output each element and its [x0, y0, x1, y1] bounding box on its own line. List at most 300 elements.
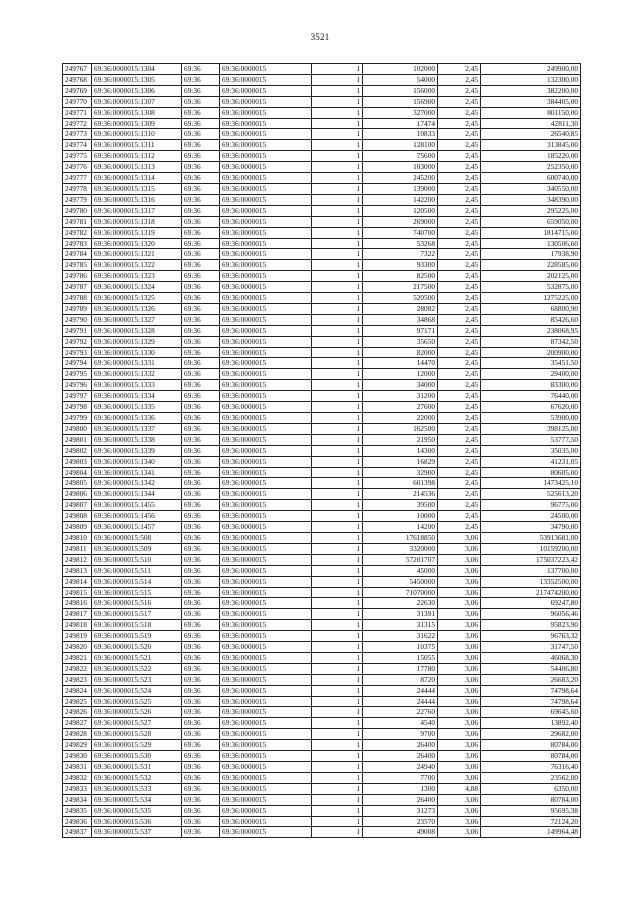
cadastral-number-cell: 69:36:0000015:1331 [92, 358, 182, 369]
district-code-cell: 69:36 [182, 456, 220, 467]
table-row [63, 314, 581, 325]
quarter-number-cell: 69:36:0000015 [220, 532, 312, 543]
rate-cell: 2,45 [438, 216, 481, 227]
cadastral-number-cell: 69:36:0000015:528 [92, 729, 182, 740]
quarter-number-cell: 69:36:0000015 [220, 325, 312, 336]
rate-cell: 2,45 [438, 151, 481, 162]
table-row [63, 740, 581, 751]
quarter-number-cell: 69:36:0000015 [220, 205, 312, 216]
count-cell: 1 [312, 260, 363, 271]
area-cell: 17618850 [363, 532, 438, 543]
district-code-cell: 69:36 [182, 772, 220, 783]
value-cell: 26540,85 [481, 129, 581, 140]
area-cell: 22000 [363, 413, 438, 424]
table-row [63, 718, 581, 729]
value-cell: 348390,00 [481, 194, 581, 205]
rate-cell: 2,45 [438, 336, 481, 347]
table-row [63, 183, 581, 194]
table-row [63, 598, 581, 609]
area-cell: 14300 [363, 445, 438, 456]
quarter-number-cell: 69:36:0000015 [220, 543, 312, 554]
value-cell: 95823,90 [481, 620, 581, 631]
area-cell: 103000 [363, 162, 438, 173]
rate-cell: 2,45 [438, 456, 481, 467]
cadastral-number-cell: 69:36:0000015:536 [92, 816, 182, 827]
area-cell: 82500 [363, 271, 438, 282]
count-cell: 1 [312, 456, 363, 467]
rate-cell: 3,06 [438, 652, 481, 663]
count-cell: 1 [312, 303, 363, 314]
value-cell: 41231,05 [481, 456, 581, 467]
count-cell: 1 [312, 183, 363, 194]
quarter-number-cell: 69:36:0000015 [220, 173, 312, 184]
area-cell: 35650 [363, 336, 438, 347]
row-id-cell: 249796 [63, 380, 92, 391]
area-cell: 14470 [363, 358, 438, 369]
table-row [63, 532, 581, 543]
quarter-number-cell: 69:36:0000015 [220, 576, 312, 587]
cadastral-number-cell: 69:36:0000015:1317 [92, 205, 182, 216]
row-id-cell: 249831 [63, 762, 92, 773]
area-cell: 128100 [363, 140, 438, 151]
value-cell: 67620,00 [481, 402, 581, 413]
quarter-number-cell: 69:36:0000015 [220, 151, 312, 162]
count-cell: 1 [312, 631, 363, 642]
quarter-number-cell: 69:36:0000015 [220, 74, 312, 85]
quarter-number-cell: 69:36:0000015 [220, 107, 312, 118]
rate-cell: 2,45 [438, 85, 481, 96]
cadastral-number-cell: 69:36:0000015:510 [92, 554, 182, 565]
value-cell: 76316,40 [481, 762, 581, 773]
district-code-cell: 69:36 [182, 325, 220, 336]
value-cell: 13352500,00 [481, 576, 581, 587]
value-cell: 54406,80 [481, 663, 581, 674]
quarter-number-cell: 69:36:0000015 [220, 140, 312, 151]
table-row [63, 685, 581, 696]
district-code-cell: 69:36 [182, 64, 220, 75]
count-cell: 1 [312, 827, 363, 838]
row-id-cell: 249784 [63, 249, 92, 260]
area-cell: 24940 [363, 762, 438, 773]
value-cell: 87342,50 [481, 336, 581, 347]
district-code-cell: 69:36 [182, 598, 220, 609]
count-cell: 1 [312, 740, 363, 751]
cadastral-number-cell: 69:36:0000015:1315 [92, 183, 182, 194]
district-code-cell: 69:36 [182, 271, 220, 282]
rate-cell: 3,06 [438, 543, 481, 554]
area-cell: 7700 [363, 772, 438, 783]
rate-cell: 3,06 [438, 565, 481, 576]
count-cell: 1 [312, 762, 363, 773]
table-row [63, 751, 581, 762]
rate-cell: 2,45 [438, 282, 481, 293]
quarter-number-cell: 69:36:0000015 [220, 489, 312, 500]
area-cell: 71070000 [363, 587, 438, 598]
row-id-cell: 249768 [63, 74, 92, 85]
value-cell: 238068,95 [481, 325, 581, 336]
quarter-number-cell: 69:36:0000015 [220, 740, 312, 751]
count-cell: 1 [312, 402, 363, 413]
row-id-cell: 249778 [63, 183, 92, 194]
count-cell: 1 [312, 64, 363, 75]
table-row [63, 762, 581, 773]
area-cell: 740700 [363, 227, 438, 238]
rate-cell: 2,45 [438, 162, 481, 173]
area-cell: 15055 [363, 652, 438, 663]
table-row [63, 227, 581, 238]
rate-cell: 3,06 [438, 587, 481, 598]
value-cell: 83300,00 [481, 380, 581, 391]
area-cell: 34868 [363, 314, 438, 325]
cadastral-number-cell: 69:36:0000015:1328 [92, 325, 182, 336]
table-row [63, 402, 581, 413]
rate-cell: 3,06 [438, 816, 481, 827]
count-cell: 1 [312, 718, 363, 729]
rate-cell: 2,45 [438, 391, 481, 402]
count-cell: 1 [312, 500, 363, 511]
count-cell: 1 [312, 489, 363, 500]
area-cell: 75600 [363, 151, 438, 162]
row-id-cell: 249813 [63, 565, 92, 576]
quarter-number-cell: 69:36:0000015 [220, 685, 312, 696]
count-cell: 1 [312, 729, 363, 740]
cadastral-number-cell: 69:36:0000015:1344 [92, 489, 182, 500]
table-row [63, 238, 581, 249]
value-cell: 17938,90 [481, 249, 581, 260]
row-id-cell: 249798 [63, 402, 92, 413]
table-row [63, 696, 581, 707]
area-cell: 53268 [363, 238, 438, 249]
row-id-cell: 249774 [63, 140, 92, 151]
value-cell: 53913681,00 [481, 532, 581, 543]
rate-cell: 2,45 [438, 271, 481, 282]
district-code-cell: 69:36 [182, 620, 220, 631]
rate-cell: 2,45 [438, 260, 481, 271]
value-cell: 10159200,00 [481, 543, 581, 554]
district-code-cell: 69:36 [182, 751, 220, 762]
count-cell: 1 [312, 85, 363, 96]
count-cell: 1 [312, 391, 363, 402]
area-cell: 16829 [363, 456, 438, 467]
quarter-number-cell: 69:36:0000015 [220, 391, 312, 402]
quarter-number-cell: 69:36:0000015 [220, 762, 312, 773]
count-cell: 1 [312, 783, 363, 794]
district-code-cell: 69:36 [182, 543, 220, 554]
value-cell: 96763,32 [481, 631, 581, 642]
table-row [63, 85, 581, 96]
cadastral-number-cell: 69:36:0000015:537 [92, 827, 182, 838]
cadastral-number-cell: 69:36:0000015:1334 [92, 391, 182, 402]
district-code-cell: 69:36 [182, 173, 220, 184]
rate-cell: 2,45 [438, 303, 481, 314]
table-row [63, 96, 581, 107]
value-cell: 35035,00 [481, 445, 581, 456]
rate-cell: 2,45 [438, 445, 481, 456]
cadastral-number-cell: 69:36:0000015:523 [92, 674, 182, 685]
rate-cell: 3,06 [438, 642, 481, 653]
value-cell: 74798,64 [481, 685, 581, 696]
table-row [63, 783, 581, 794]
count-cell: 1 [312, 445, 363, 456]
cadastral-number-cell: 69:36:0000015:1332 [92, 369, 182, 380]
district-code-cell: 69:36 [182, 314, 220, 325]
rate-cell: 3,06 [438, 620, 481, 631]
area-cell: 269000 [363, 216, 438, 227]
district-code-cell: 69:36 [182, 740, 220, 751]
district-code-cell: 69:36 [182, 532, 220, 543]
value-cell: 200900,00 [481, 347, 581, 358]
count-cell: 1 [312, 129, 363, 140]
count-cell: 1 [312, 380, 363, 391]
row-id-cell: 249824 [63, 685, 92, 696]
cadastral-number-cell: 69:36:0000015:1321 [92, 249, 182, 260]
table-row [63, 489, 581, 500]
value-cell: 26683,20 [481, 674, 581, 685]
district-code-cell: 69:36 [182, 391, 220, 402]
row-id-cell: 249770 [63, 96, 92, 107]
area-cell: 93300 [363, 260, 438, 271]
value-cell: 659050,00 [481, 216, 581, 227]
value-cell: 1275225,00 [481, 293, 581, 304]
cadastral-number-cell: 69:36:0000015:1312 [92, 151, 182, 162]
value-cell: 382200,00 [481, 85, 581, 96]
district-code-cell: 69:36 [182, 565, 220, 576]
district-code-cell: 69:36 [182, 358, 220, 369]
value-cell: 72124,20 [481, 816, 581, 827]
value-cell: 185220,00 [481, 151, 581, 162]
table-row [63, 216, 581, 227]
cadastral-number-cell: 69:36:0000015:519 [92, 631, 182, 642]
table-row [63, 129, 581, 140]
value-cell: 132300,00 [481, 74, 581, 85]
rate-cell: 2,45 [438, 205, 481, 216]
area-cell: 82000 [363, 347, 438, 358]
value-cell: 532875,00 [481, 282, 581, 293]
value-cell: 202125,00 [481, 271, 581, 282]
value-cell: 217474200,00 [481, 587, 581, 598]
row-id-cell: 249787 [63, 282, 92, 293]
quarter-number-cell: 69:36:0000015 [220, 674, 312, 685]
count-cell: 1 [312, 751, 363, 762]
rate-cell: 3,06 [438, 794, 481, 805]
district-code-cell: 69:36 [182, 674, 220, 685]
row-id-cell: 249772 [63, 118, 92, 129]
table-row [63, 303, 581, 314]
row-id-cell: 249807 [63, 500, 92, 511]
value-cell: 80784,00 [481, 740, 581, 751]
quarter-number-cell: 69:36:0000015 [220, 129, 312, 140]
area-cell: 23570 [363, 816, 438, 827]
table-row [63, 74, 581, 85]
quarter-number-cell: 69:36:0000015 [220, 227, 312, 238]
quarter-number-cell: 69:36:0000015 [220, 96, 312, 107]
area-cell: 21950 [363, 434, 438, 445]
rate-cell: 3,06 [438, 827, 481, 838]
area-cell: 31315 [363, 620, 438, 631]
count-cell: 1 [312, 194, 363, 205]
table-row [63, 249, 581, 260]
count-cell: 1 [312, 107, 363, 118]
row-id-cell: 249771 [63, 107, 92, 118]
table-row [63, 140, 581, 151]
district-code-cell: 69:36 [182, 183, 220, 194]
table-row [63, 587, 581, 598]
cadastral-number-cell: 69:36:0000015:1341 [92, 467, 182, 478]
cadastral-number-cell: 69:36:0000015:1304 [92, 64, 182, 75]
row-id-cell: 249830 [63, 751, 92, 762]
district-code-cell: 69:36 [182, 478, 220, 489]
value-cell: 80784,00 [481, 794, 581, 805]
count-cell: 1 [312, 674, 363, 685]
table-row [63, 445, 581, 456]
cadastral-number-cell: 69:36:0000015:524 [92, 685, 182, 696]
row-id-cell: 249836 [63, 816, 92, 827]
row-id-cell: 249797 [63, 391, 92, 402]
cadastral-number-cell: 69:36:0000015:1306 [92, 85, 182, 96]
row-id-cell: 249808 [63, 511, 92, 522]
row-id-cell: 249833 [63, 783, 92, 794]
row-id-cell: 249790 [63, 314, 92, 325]
rate-cell: 2,45 [438, 434, 481, 445]
count-cell: 1 [312, 434, 363, 445]
cadastral-number-cell: 69:36:0000015:1307 [92, 96, 182, 107]
row-id-cell: 249811 [63, 543, 92, 554]
cadastral-number-cell: 69:36:0000015:1333 [92, 380, 182, 391]
quarter-number-cell: 69:36:0000015 [220, 369, 312, 380]
value-cell: 31747,50 [481, 642, 581, 653]
quarter-number-cell: 69:36:0000015 [220, 554, 312, 565]
area-cell: 1300 [363, 783, 438, 794]
value-cell: 130506,60 [481, 238, 581, 249]
district-code-cell: 69:36 [182, 194, 220, 205]
value-cell: 69645,60 [481, 707, 581, 718]
district-code-cell: 69:36 [182, 467, 220, 478]
quarter-number-cell: 69:36:0000015 [220, 456, 312, 467]
area-cell: 214536 [363, 489, 438, 500]
rate-cell: 2,45 [438, 423, 481, 434]
table-row [63, 827, 581, 838]
value-cell: 29682,00 [481, 729, 581, 740]
registry-table-body [63, 64, 581, 838]
row-id-cell: 249776 [63, 162, 92, 173]
rate-cell: 2,45 [438, 314, 481, 325]
value-cell: 34790,00 [481, 522, 581, 533]
quarter-number-cell: 69:36:0000015 [220, 642, 312, 653]
row-id-cell: 249812 [63, 554, 92, 565]
area-cell: 57201707 [363, 554, 438, 565]
rate-cell: 2,45 [438, 74, 481, 85]
quarter-number-cell: 69:36:0000015 [220, 805, 312, 816]
area-cell: 4540 [363, 718, 438, 729]
area-cell: 10000 [363, 511, 438, 522]
row-id-cell: 249834 [63, 794, 92, 805]
area-cell: 31391 [363, 609, 438, 620]
row-id-cell: 249819 [63, 631, 92, 642]
area-cell: 327000 [363, 107, 438, 118]
district-code-cell: 69:36 [182, 489, 220, 500]
cadastral-number-cell: 69:36:0000015:1322 [92, 260, 182, 271]
quarter-number-cell: 69:36:0000015 [220, 249, 312, 260]
cadastral-number-cell: 69:36:0000015:1308 [92, 107, 182, 118]
area-cell: 22630 [363, 598, 438, 609]
district-code-cell: 69:36 [182, 402, 220, 413]
row-id-cell: 249822 [63, 663, 92, 674]
row-id-cell: 249823 [63, 674, 92, 685]
quarter-number-cell: 69:36:0000015 [220, 303, 312, 314]
district-code-cell: 69:36 [182, 369, 220, 380]
cadastral-number-cell: 69:36:0000015:518 [92, 620, 182, 631]
table-row [63, 543, 581, 554]
quarter-number-cell: 69:36:0000015 [220, 827, 312, 838]
count-cell: 1 [312, 140, 363, 151]
value-cell: 6350,00 [481, 783, 581, 794]
rate-cell: 2,45 [438, 500, 481, 511]
cadastral-number-cell: 69:36:0000015:1313 [92, 162, 182, 173]
rate-cell: 3,06 [438, 696, 481, 707]
table-row [63, 554, 581, 565]
rate-cell: 3,06 [438, 751, 481, 762]
quarter-number-cell: 69:36:0000015 [220, 707, 312, 718]
area-cell: 54000 [363, 74, 438, 85]
value-cell: 600740,00 [481, 173, 581, 184]
registry-table [62, 63, 581, 838]
value-cell: 23562,00 [481, 772, 581, 783]
area-cell: 601398 [363, 478, 438, 489]
row-id-cell: 249829 [63, 740, 92, 751]
cadastral-number-cell: 69:36:0000015:1327 [92, 314, 182, 325]
area-cell: 10833 [363, 129, 438, 140]
district-code-cell: 69:36 [182, 642, 220, 653]
count-cell: 1 [312, 205, 363, 216]
quarter-number-cell: 69:36:0000015 [220, 663, 312, 674]
rate-cell: 2,45 [438, 467, 481, 478]
value-cell: 801150,00 [481, 107, 581, 118]
cadastral-number-cell: 69:36:0000015:1455 [92, 500, 182, 511]
table-row [63, 642, 581, 653]
rate-cell: 2,45 [438, 118, 481, 129]
district-code-cell: 69:36 [182, 434, 220, 445]
table-row [63, 325, 581, 336]
count-cell: 1 [312, 576, 363, 587]
value-cell: 525613,20 [481, 489, 581, 500]
table-row [63, 500, 581, 511]
district-code-cell: 69:36 [182, 347, 220, 358]
table-row [63, 151, 581, 162]
table-row [63, 413, 581, 424]
district-code-cell: 69:36 [182, 685, 220, 696]
quarter-number-cell: 69:36:0000015 [220, 511, 312, 522]
value-cell: 295225,00 [481, 205, 581, 216]
rate-cell: 2,45 [438, 227, 481, 238]
value-cell: 96056,46 [481, 609, 581, 620]
rate-cell: 3,06 [438, 609, 481, 620]
row-id-cell: 249767 [63, 64, 92, 75]
quarter-number-cell: 69:36:0000015 [220, 794, 312, 805]
area-cell: 26400 [363, 794, 438, 805]
row-id-cell: 249802 [63, 445, 92, 456]
page-number: 3521 [310, 32, 330, 42]
row-id-cell: 249835 [63, 805, 92, 816]
row-id-cell: 249791 [63, 325, 92, 336]
count-cell: 1 [312, 511, 363, 522]
cadastral-number-cell: 69:36:0000015:508 [92, 532, 182, 543]
rate-cell: 2,45 [438, 129, 481, 140]
value-cell: 53900,00 [481, 413, 581, 424]
table-row [63, 772, 581, 783]
area-cell: 26400 [363, 740, 438, 751]
value-cell: 95695,38 [481, 805, 581, 816]
row-id-cell: 249782 [63, 227, 92, 238]
